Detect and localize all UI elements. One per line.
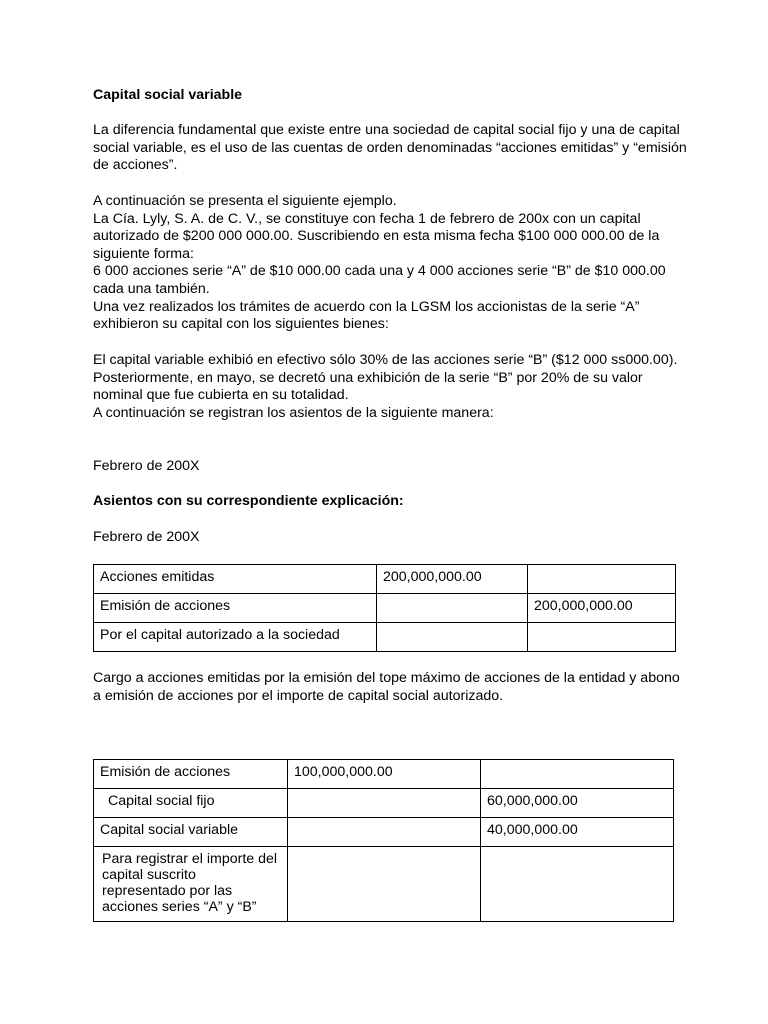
page-title: Capital social variable (93, 87, 243, 103)
example-line: Una vez realizados los trámites de acuerdo con la LGSM los accionistas de la serie “A” exhibieron su capital con los siguientes bienes: (93, 298, 640, 333)
account-cell: Para registrar el importe del capital suscrito representado por las acciones series “A” y “B” (94, 847, 288, 922)
example-line: 6 000 acciones serie “A” de $10 000.00 cada una y 4 000 acciones serie “B” de $10 000.00 cada una también. (93, 263, 666, 297)
variable-line: El capital variable exhibió en efectivo sólo 30% de las acciones serie “B” ($12 000 ss000.00). (93, 352, 678, 368)
entries-subheading (93, 493, 691, 511)
explanation-paragraph (93, 670, 691, 705)
example-line: A continuación se presenta el siguiente ejemplo. (93, 193, 397, 209)
debit-cell (288, 818, 481, 847)
explanation-text: Cargo a acciones emitidas por la emisión del tope máximo de acciones de la entidad y abono a emisión de acciones por el importe de capital social autorizado. (93, 670, 680, 704)
credit-cell: 60,000,000.00 (481, 789, 674, 818)
table-row (94, 565, 676, 594)
date-label (93, 458, 691, 476)
credit-cell (528, 565, 676, 594)
credit-cell (528, 623, 676, 652)
date-text: Febrero de 200X (93, 458, 200, 474)
credit-cell (481, 847, 674, 922)
date-text-2: Febrero de 200X (93, 529, 200, 545)
table-row (94, 789, 674, 818)
date-label-2 (93, 529, 691, 547)
subheading-text: Asientos con su correspondiente explicación: (93, 493, 404, 509)
account-cell: Capital social variable (94, 818, 288, 847)
table-row (94, 847, 674, 922)
account-cell: Acciones emitidas (94, 565, 377, 594)
credit-cell: 40,000,000.00 (481, 818, 674, 847)
account-cell: Emisión de acciones (94, 594, 377, 623)
account-cell: Capital social fijo (94, 789, 288, 818)
credit-cell (481, 760, 674, 789)
variable-line: A continuación se registran los asientos de la siguiente manera: (93, 404, 494, 421)
example-paragraph (93, 193, 691, 334)
account-cell: Por el capital autorizado a la sociedad (94, 623, 377, 652)
debit-cell (288, 847, 481, 922)
variable-line: Posteriormente, en mayo, se decretó una exhibición de la serie “B” por 20% de su valor nominal que fue cubierta en su totalidad. (93, 369, 643, 404)
account-cell: Emisión de acciones (94, 760, 288, 789)
example-line: La Cía. Lyly, S. A. de C. V., se constituye con fecha 1 de febrero de 200x con un capital autorizado de $200 000 000.00. Suscribiendo en esta misma fecha $100 000 000.00 de la siguiente forma: (93, 210, 660, 262)
table-row (94, 818, 674, 847)
table-row (94, 623, 676, 652)
table-row (94, 760, 674, 789)
debit-cell (377, 623, 528, 652)
debit-cell (288, 789, 481, 818)
journal-table-1 (93, 564, 676, 652)
credit-cell: 200,000,000.00 (528, 594, 676, 623)
debit-cell (377, 594, 528, 623)
journal-table-2 (93, 759, 674, 922)
intro-paragraph (93, 122, 691, 175)
variable-paragraph (93, 352, 691, 422)
table-row (94, 594, 676, 623)
debit-cell: 100,000,000.00 (288, 760, 481, 789)
intro-text: La diferencia fundamental que existe entre una sociedad de capital social fijo y una de capital social variable, es el uso de las cuentas de orden denominadas “acciones emitidas” y “emisión de acciones”. (93, 122, 687, 174)
debit-cell: 200,000,000.00 (377, 565, 528, 594)
